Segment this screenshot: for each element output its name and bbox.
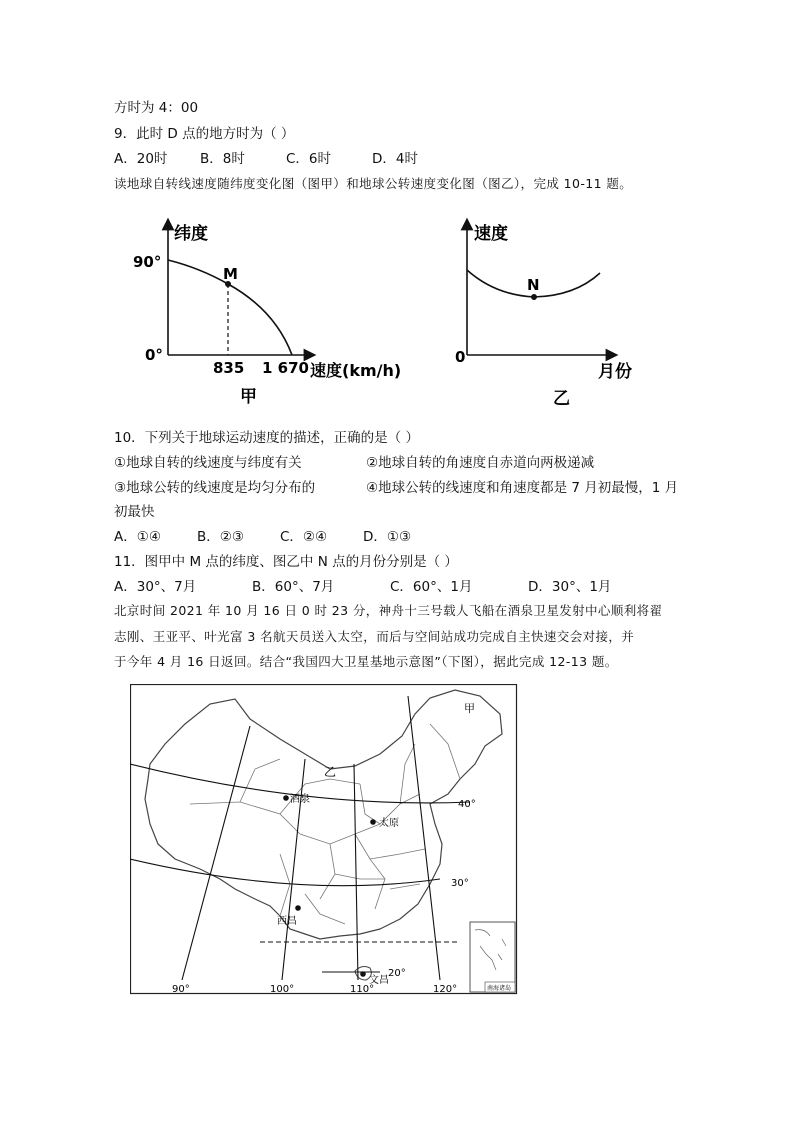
q11-choice-b: B．60°、7月 — [252, 579, 335, 595]
yi-ylabel: 速度 — [474, 224, 508, 244]
lon-110-label: 110° — [350, 984, 375, 995]
yi-xlabel: 月份 — [598, 362, 632, 382]
intro-12-13-line3: 于今年 4 月 16 日返回。结合“我国四大卫星基地示意图”（下图），据此完成 12-13 题。 — [114, 654, 618, 669]
city-taiyuan: 太原 — [379, 818, 399, 829]
q10-choice-c: C．②④ — [280, 529, 328, 545]
q10-option-2: ②地球自转的角速度自赤道向两极递减 — [366, 455, 595, 471]
q9-choice-c: C．6时 — [286, 151, 332, 167]
city-xichang-dot — [295, 905, 301, 911]
jia-y-top: 90° — [133, 253, 162, 271]
lon-100-label: 100° — [270, 984, 295, 995]
figure-jia — [133, 223, 401, 407]
intro-12-13-line1: 北京时间 2021 年 10 月 16 日 0 时 23 分，神舟十三号载人飞船在酒泉卫星发射中心顺利将翟 — [114, 603, 663, 618]
satellite-base-map — [130, 684, 518, 996]
jia-caption: 甲 — [240, 387, 257, 407]
yi-point-n-label: N — [527, 276, 540, 294]
jia-y-bottom: 0° — [145, 346, 163, 364]
intro-10-11: 读地球自转线速度随纬度变化图（图甲）和地球公转速度变化图（图乙），完成 10-11 题。 — [114, 176, 633, 191]
question-11: 11．图甲中 M 点的纬度、图乙中 N 点的月份分别是（ ） — [114, 554, 458, 570]
q11-choice-a: A．30°、7月 — [114, 579, 197, 595]
intro-12-13-line2: 志刚、王亚平、叶光富 3 名航天员送入太空，而后与空间站成功完成自主快速交会对接，并 — [114, 629, 635, 644]
city-jiuquan-dot — [283, 795, 289, 801]
jia-point-m-label: M — [223, 265, 238, 283]
city-wenchang: 文昌 — [369, 975, 389, 986]
jia-xlabel: 速度(km/h) — [310, 361, 402, 380]
city-wenchang-dot — [360, 971, 366, 977]
lat-40-label: 40° — [458, 799, 476, 810]
city-xichang: 西昌 — [277, 916, 297, 927]
yi-origin: 0 — [455, 348, 466, 366]
q10-option-3: ③地球公转的线速度是均匀分布的 — [114, 480, 316, 496]
city-jiuquan: 酒泉 — [290, 794, 310, 805]
q10-choice-a: A．①④ — [114, 529, 161, 545]
map-region-yi: 乙 — [324, 765, 337, 779]
jia-x-tick-835: 835 — [213, 359, 245, 377]
figure-yi — [455, 223, 632, 409]
q11-choices — [114, 577, 611, 597]
question-10: 10．下列关于地球运动速度的描述，正确的是（ ） — [114, 430, 419, 446]
q9-choice-b: B．8时 — [200, 151, 245, 167]
q10-choice-d: D．①③ — [363, 529, 412, 545]
lon-120-label: 120° — [433, 984, 458, 995]
jia-ylabel: 纬度 — [174, 224, 208, 244]
q11-choice-d: D．30°、1月 — [528, 579, 612, 595]
yi-point-n — [531, 294, 537, 300]
lat-30-label: 30° — [451, 878, 469, 889]
q9-choice-a: A．20时 — [114, 151, 168, 167]
inset-label: 南海诸岛 — [487, 985, 512, 992]
map-region-jia: 甲 — [464, 702, 475, 715]
q10-option-4-cont: 初最快 — [114, 504, 155, 520]
question-9: 9．此时 D 点的地方时为（ ） — [114, 126, 295, 142]
q9-choices — [114, 149, 418, 169]
map-frame — [131, 685, 517, 994]
q10-choice-b: B．②③ — [197, 529, 244, 545]
speed-figures — [0, 210, 794, 410]
q11-choice-c: C．60°、1月 — [390, 579, 473, 595]
yi-caption: 乙 — [553, 389, 570, 409]
q10-option-1: ①地球自转的线速度与纬度有关 — [114, 455, 302, 471]
q10-choices — [114, 527, 411, 547]
text-line-top: 方时为 4：00 — [114, 100, 199, 116]
q10-option-4: ④地球公转的线速度和角速度都是 7 月初最慢，1 月 — [366, 480, 679, 496]
jia-x-tick-1670: 1 670 — [262, 359, 309, 377]
south-sea-inset — [470, 922, 515, 992]
q9-choice-d: D．4时 — [372, 151, 418, 167]
lon-90-label: 90° — [172, 984, 190, 995]
city-taiyuan-dot — [370, 819, 376, 825]
lat-20-label: 20° — [388, 968, 406, 979]
